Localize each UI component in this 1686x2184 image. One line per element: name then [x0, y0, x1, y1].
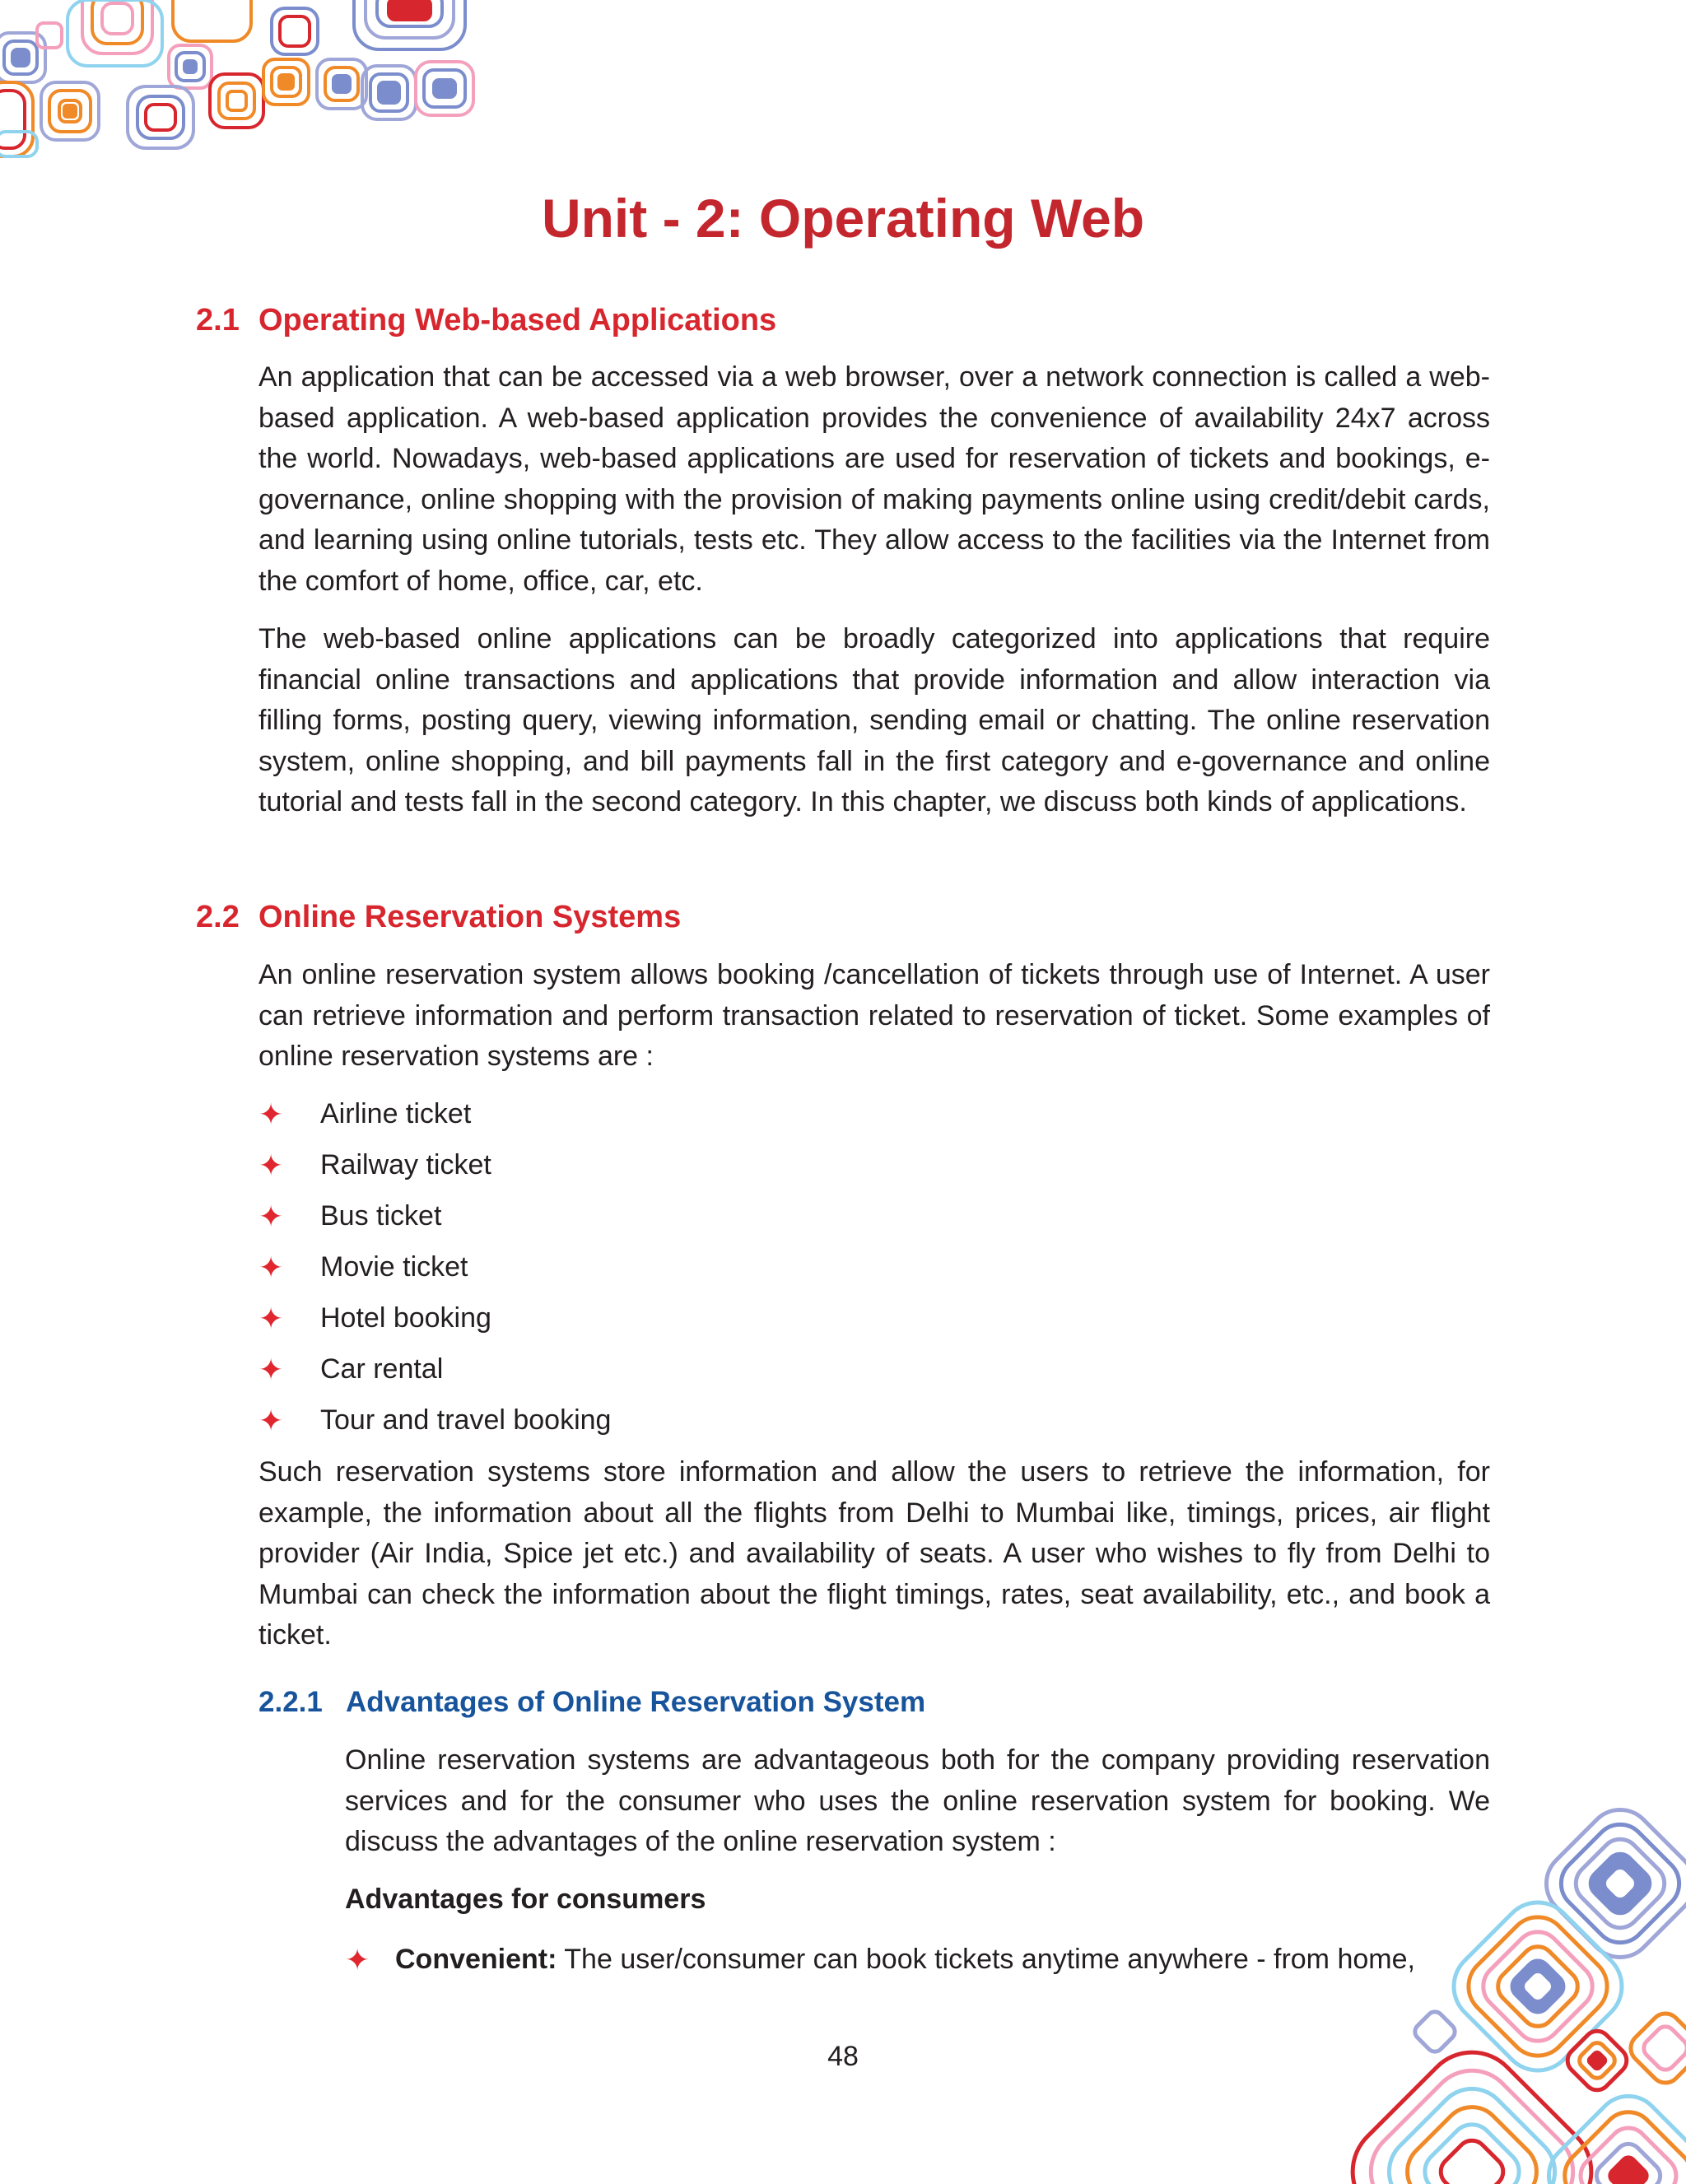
subsection-number: 2.2.1 [258, 1686, 323, 1718]
decorative-squares-top-left [0, 0, 477, 165]
star-bullet-icon: ✦ [258, 1148, 284, 1182]
star-bullet-icon: ✦ [345, 1943, 370, 1977]
bullet-bold-label: Convenient: [395, 1944, 557, 1975]
list-item: ✦ Hotel booking [258, 1292, 611, 1343]
star-bullet-icon: ✦ [258, 1097, 284, 1131]
star-bullet-icon: ✦ [258, 1352, 284, 1386]
section-2-1-heading [196, 305, 776, 336]
section-title: Online Reservation Systems [258, 900, 682, 934]
section-2-2-intro: An online reservation system allows booking /cancellation of tickets through use of Internet. A user can retrieve information and perform transaction related to reservation of ticket. Some examples of online reservation systems are : [258, 959, 1490, 1072]
unit-title: Unit - 2: Operating Web [541, 188, 1145, 249]
section-number: 2.2 [196, 900, 240, 934]
list-item: ✦ Car rental [258, 1343, 611, 1395]
page-number: 48 [827, 2041, 859, 2072]
reservation-examples-list [258, 1088, 611, 1446]
subsection-title: Advantages of Online Reservation System [346, 1686, 926, 1718]
list-item: ✦ Tour and travel booking [258, 1395, 611, 1446]
section-title: Operating Web-based Applications [258, 303, 777, 338]
section-2-1-paragraph-1: An application that can be accessed via a web browser, over a network connection is called a web-based application. A web-based application provides the convenience of availability 24x7 across the world. Nowadays, web-based applications are used for reservation of tickets and bookings, e-governance, online shopping with the provision of making payments online using credit/debit cards, and learning using online tutorials, tests etc. They allow access to the facilities via the Internet from the comfort of home, office, car, etc. [258, 361, 1490, 597]
star-bullet-icon: ✦ [258, 1301, 284, 1335]
list-item: ✦ Bus ticket [258, 1190, 611, 1241]
advantages-for-consumers-heading: Advantages for consumers [345, 1884, 706, 1915]
list-item: ✦ Railway ticket [258, 1139, 611, 1190]
section-2-2-heading [196, 901, 681, 933]
star-bullet-icon: ✦ [258, 1250, 284, 1284]
star-bullet-icon: ✦ [258, 1199, 284, 1233]
list-item [345, 1940, 1415, 1980]
list-item: ✦ Airline ticket [258, 1088, 611, 1139]
section-2-1-paragraph-2: The web-based online applications can be broadly categorized into applications that require financial online transactions and applications that provide information and allow interaction via filling forms, posting query, viewing information, sending email or chatting. The online reservation system, online shopping, and bill payments fall in the first category and e-governance and online tutorial and tests fall in the second category. In this chapter, we discuss both kinds of applications. [258, 623, 1490, 817]
section-number: 2.1 [196, 303, 240, 338]
section-2-2-paragraph-after-list: Such reservation systems store information and allow the users to retrieve the information, for example, the information about all the flights from Delhi to Mumbai like, timings, prices, air flight provider (Air India, Spice jet etc.) and availability of seats. A user who wishes to fly from Delhi to Mumbai can check the information about the flight timings, rates, seat availability, etc., and book a ticket. [258, 1456, 1490, 1651]
list-item: ✦ Movie ticket [258, 1241, 611, 1292]
star-bullet-icon: ✦ [258, 1403, 284, 1437]
bullet-text: The user/consumer can book tickets anytime anywhere - from home, [557, 1944, 1415, 1975]
section-2-2-1-paragraph: Online reservation systems are advantageous both for the company providing reservation services and for the consumer who uses the online reservation system for booking. We discuss the advantages of the online reservation system : [345, 1744, 1490, 1857]
section-2-2-1-heading [258, 1688, 925, 1716]
